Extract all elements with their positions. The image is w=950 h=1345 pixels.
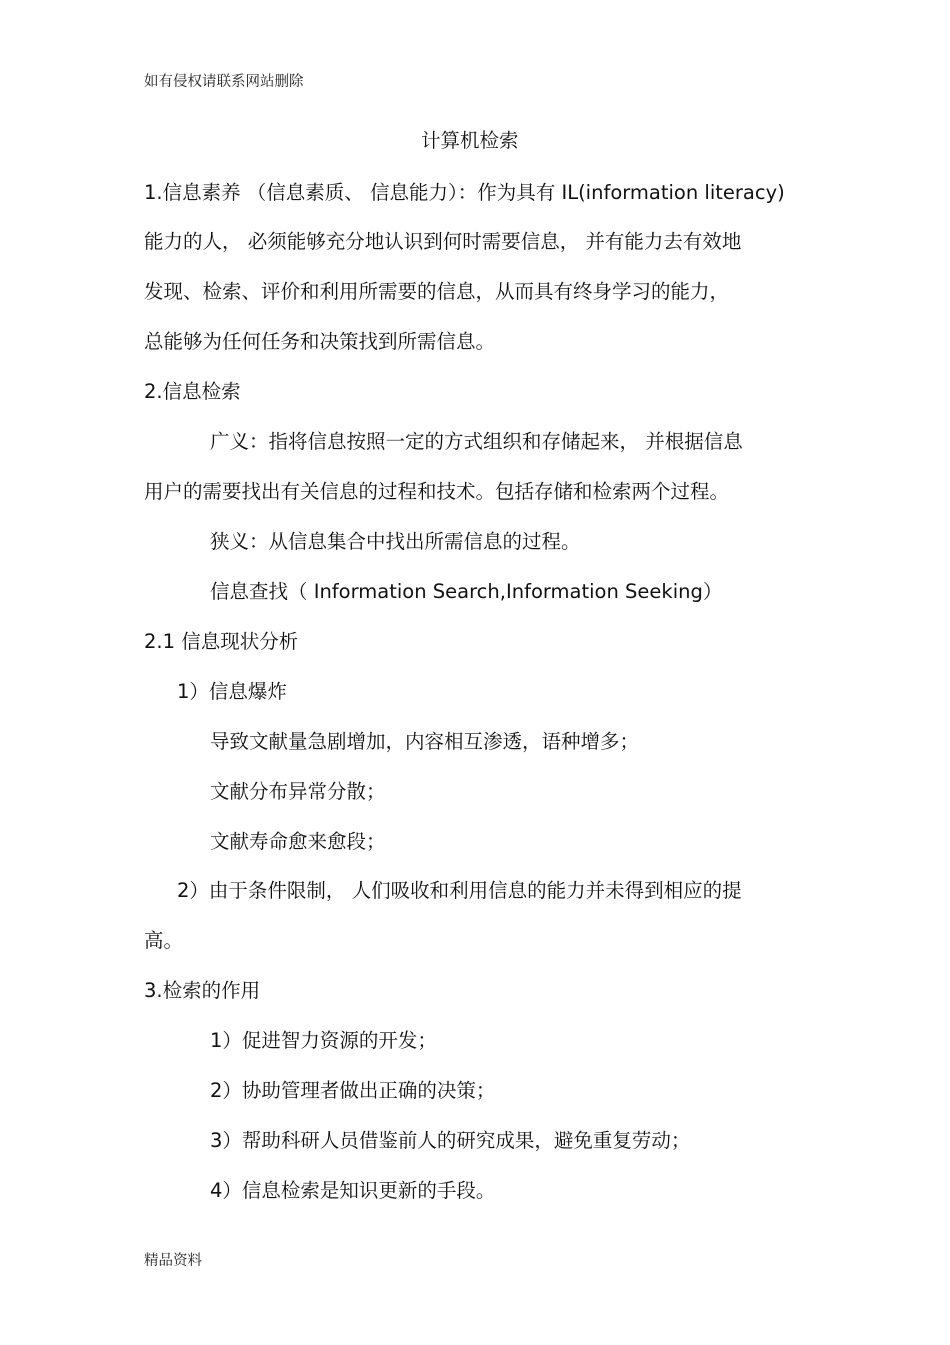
s2-narrow: 狭义：从信息集合中找出所需信息的过程。 [210,530,581,553]
s21-item-2-line-2: 高。 [144,929,184,952]
s21-sub-1: 导致文献量急剧增加，内容相互渗透，语种增多； [210,730,640,753]
s21-heading: 2.1 信息现状分析 [144,630,299,653]
header-note: 如有侵权请联系网站删除 [144,74,304,90]
page-title: 计算机检索 [421,129,519,152]
s1-line-1: 1.信息素养 （信息素质、 信息能力）：作为具有 IL(information literacy) [144,181,785,204]
s21-sub-3: 文献寿命愈来愈段； [210,830,386,853]
s1-line-3: 发现、检索、评价和利用所需要的信息，从而具有终身学习的能力， [144,280,730,303]
s2-heading: 2.信息检索 [144,380,241,403]
s3-item: 3）帮助科研人员借鉴前人的研究成果，避免重复劳动； [210,1129,691,1152]
s21-sub-2: 文献分布异常分散； [210,780,386,803]
s3-item: 2）协助管理者做出正确的决策； [210,1079,496,1102]
s1-line-2: 能力的人， 必须能够充分地认识到何时需要信息， 并有能力去有效地 [144,230,742,253]
footer-note: 精品资料 [144,1253,202,1269]
s1-line-4: 总能够为任何任务和决策找到所需信息。 [144,330,496,353]
s2-broad-line-2: 用户的需要找出有关信息的过程和技术。包括存储和检索两个过程。 [144,480,730,503]
s21-item-1: 1）信息爆炸 [177,680,287,703]
s2-search: 信息查找（ Information Search,Information Seeking） [210,580,723,603]
s3-item: 1）促进智力资源的开发； [210,1029,437,1052]
s2-broad-line-1: 广义：指将信息按照一定的方式组织和存储起来， 并根据信息 [210,430,743,453]
s21-item-2-line-1: 2）由于条件限制， 人们吸收和利用信息的能力并未得到相应的提 [177,879,742,902]
s3-item: 4）信息检索是知识更新的手段。 [210,1179,496,1202]
s3-heading: 3.检索的作用 [144,979,261,1002]
